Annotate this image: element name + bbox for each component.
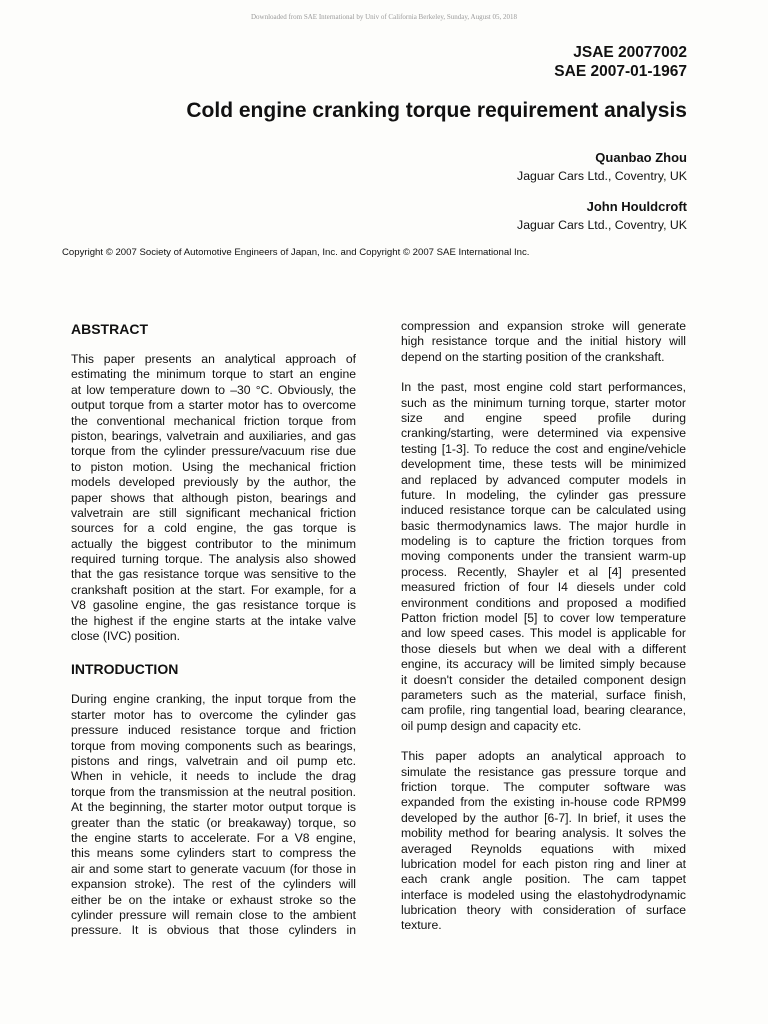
text-line: pressure induced resistance torque and friction [71, 723, 356, 738]
introduction-body [71, 692, 356, 938]
text-line: moving components under the transient warm-up [401, 549, 686, 564]
text-line: oil pump design and capacity etc. [401, 718, 582, 733]
text-line: pistons and rings, valvetrain and oil pump etc. [71, 753, 356, 768]
text-line: high resistance torque and the initial history will [401, 334, 686, 349]
text-line: greater than the static (or breakaway) torque, so [71, 815, 356, 830]
text-line: averaged Reynolds equations with mixed [401, 841, 686, 856]
text-line: torque from the cylinder pressure/vacuum rise due [71, 444, 356, 459]
copyright-notice: Copyright © 2007 Society of Automotive Engineers of Japan, Inc. and Copyright © 2007 SAE International Inc. [62, 247, 530, 258]
text-line: At the beginning, the starter motor output torque is [71, 800, 356, 815]
paragraph [401, 749, 686, 934]
text-line: piston, bearings, valvetrain and auxiliaries, and gas [71, 428, 356, 443]
text-line: the conventional mechanical friction torque from [71, 413, 356, 428]
text-line: texture. [401, 918, 442, 933]
text-line: cranking/starting, were determined via expensive [401, 426, 686, 441]
text-line: that the gas resistance torque was sensitive to the [71, 567, 356, 582]
text-line: the engine starts to accelerate. For a V8 engine, [71, 830, 356, 845]
text-line: expansion stroke). The rest of the cylinders will [71, 877, 356, 892]
text-line: development time, these tests will be minimized [401, 457, 686, 472]
text-line: When in vehicle, it needs to include the drag [71, 769, 356, 784]
text-line: developed by the author [6-7]. In brief, it uses the [401, 810, 686, 825]
text-line: output torque from a starter motor has to overcome [71, 398, 356, 413]
text-line: cam profile, ring tangential load, bearing clearance, [401, 703, 686, 718]
text-line: actually the biggest contributor to the minimum [71, 536, 356, 551]
text-line: starter motor has to overcome the cylinder gas [71, 707, 356, 722]
text-line: lubrication theory with consideration of surface [401, 903, 686, 918]
text-line: environment conditions and proposed a modified [401, 595, 686, 610]
text-line: simulate the resistance gas pressure torque and [401, 764, 686, 779]
text-line: sources for a cold engine, the gas torque is [71, 521, 356, 536]
text-line: such as the minimum turning torque, starter motor [401, 395, 686, 410]
text-line: torque from the transmission at the neutral position. [71, 784, 356, 799]
text-line: engine, its accuracy will be limited simply because [401, 657, 686, 672]
paragraph [401, 319, 686, 365]
text-line: interface is modeled using the elastohydrodynamic [401, 887, 686, 902]
text-line: modeling is to capture the friction torques from [401, 534, 686, 549]
text-line: measured friction of four I4 diesels under cold [401, 580, 686, 595]
text-line: pressure. It is obvious that those cylinders in [71, 923, 356, 938]
jsae-id: JSAE 20077002 [573, 44, 687, 61]
paragraph [401, 380, 686, 734]
text-line: This paper adopts an analytical approach to [401, 749, 686, 764]
text-line: process. Recently, Shayler et al [4] presented [401, 564, 686, 579]
text-line: required turning torque. The analysis also showed [71, 552, 356, 567]
right-column [401, 319, 686, 949]
text-line: basic thermodynamics laws. The major hurdle in [401, 518, 686, 533]
text-line: at low temperature down to –30 °C. Obviously, the [71, 382, 356, 397]
text-line: lubrication model for each piston ring and liner at [401, 856, 686, 871]
abstract-body [71, 352, 356, 644]
text-line: torque from moving components such as bearings, [71, 738, 356, 753]
left-column [71, 319, 356, 954]
author-block [517, 198, 687, 234]
text-line: the highest if the engine starts at the intake valve [71, 613, 356, 628]
text-line: This paper presents an analytical approach of [71, 352, 356, 366]
text-line: valvetrain are still significant mechanical friction [71, 505, 356, 520]
text-line: parameters such as the material, surface finish, [401, 687, 686, 702]
text-line: each crank angle position. The cam tappet [401, 872, 686, 887]
paper-ids [554, 43, 687, 81]
author-affiliation: Jaguar Cars Ltd., Coventry, UK [517, 169, 687, 183]
text-line: crankshaft position at the start. For example, for a [71, 582, 356, 597]
author-name: Quanbao Zhou [595, 150, 687, 165]
text-line: those diesels but when we deal with a different [401, 641, 686, 656]
text-line: friction torque. The computer software was [401, 779, 686, 794]
text-line: close (IVC) position. [71, 629, 181, 644]
text-line: cylinder pressure will remain close to the ambient [71, 907, 356, 922]
text-line: models developed previously by the author, the [71, 475, 356, 490]
text-line: either be on the intake or exhaust stroke so the [71, 892, 356, 907]
text-line: In the past, most engine cold start performances, [401, 380, 686, 395]
author-block [517, 149, 687, 185]
text-line: it doesn't consider the detailed component design [401, 672, 686, 687]
text-line: expanded from the existing in-house code RPM99 [401, 795, 686, 810]
author-name: John Houldcroft [586, 199, 687, 214]
text-line: estimating the minimum torque to start an engine [71, 367, 356, 382]
sae-id: SAE 2007-01-1967 [554, 63, 687, 80]
text-line: induced resistance torque can be calculated using [401, 503, 686, 518]
text-line: mobility method for bearing analysis. It solves the [401, 826, 686, 841]
text-line: paper shows that although piston, bearings and [71, 490, 356, 505]
text-line: compression and expansion stroke will generate [401, 319, 686, 333]
text-line: size and engine speed profile during [401, 410, 686, 425]
text-line: future. In modeling, the cylinder gas pressure [401, 487, 686, 502]
introduction-heading: INTRODUCTION [71, 661, 179, 678]
download-note: Downloaded from SAE International by Univ of California Berkeley, Sunday, August 05, 2018 [250, 13, 518, 21]
text-line: Patton friction model [5] to cover low temperature [401, 611, 686, 626]
text-line: During engine cranking, the input torque from the [71, 692, 356, 707]
text-line: and low speed cases. This model is applicable for [401, 626, 686, 641]
text-line: to piston motion. Using the mechanical friction [71, 459, 356, 474]
text-line: this means some cylinders start to compress the [71, 846, 356, 861]
text-line: testing [1-3]. To reduce the cost and engine/vehicle [401, 441, 686, 456]
paper-title: Cold engine cranking torque requirement analysis [186, 99, 687, 122]
text-line: air and some start to generate vacuum (for those in [71, 861, 356, 876]
text-line: depend on the starting position of the crankshaft. [401, 349, 665, 364]
text-line: V8 gasoline engine, the gas resistance torque is [71, 598, 356, 613]
author-affiliation: Jaguar Cars Ltd., Coventry, UK [517, 218, 687, 232]
text-line: and replaced by advanced computer models in [401, 472, 686, 487]
abstract-heading: ABSTRACT [71, 321, 148, 337]
